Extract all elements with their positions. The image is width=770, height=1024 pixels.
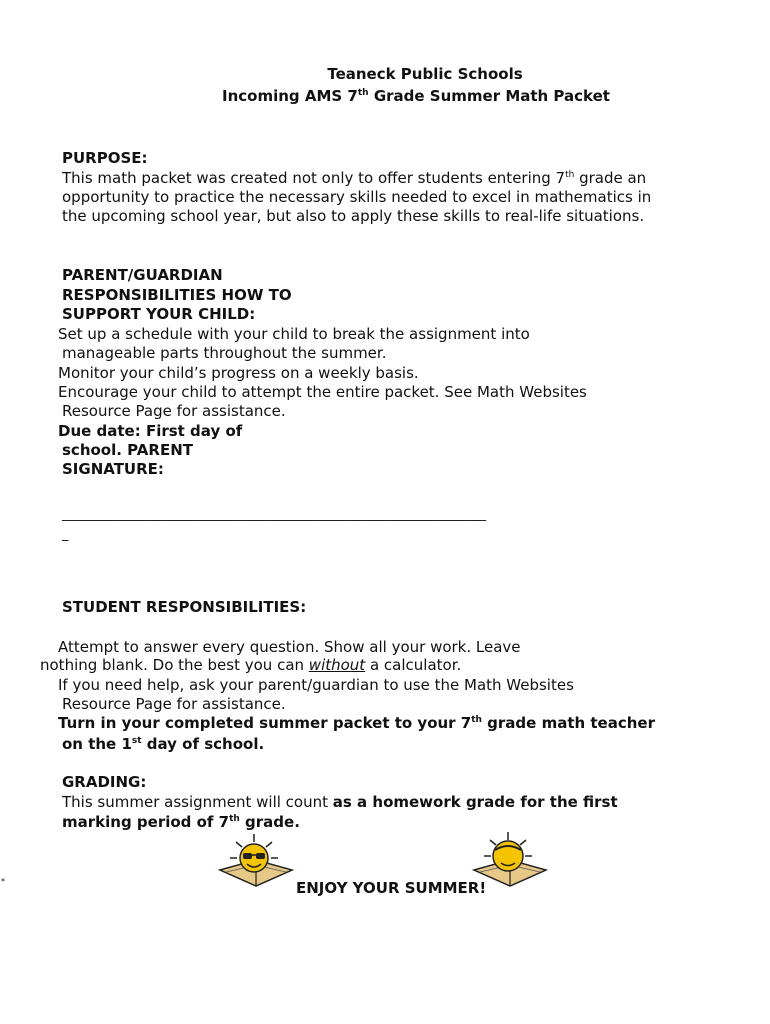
student-item-1b-pre: nothing blank. <box>40 656 153 674</box>
student-item-3b-pre: on the 1 <box>62 735 132 753</box>
grading-line-1 <box>62 792 618 812</box>
signature-line: ______________________________________________________________________ <box>62 507 486 522</box>
student-item-3a-pre: Turn in your completed summer packet to your 7 <box>58 714 472 732</box>
title-pre: Incoming AMS 7 <box>222 87 358 105</box>
grading-line2-sup: th <box>229 814 240 824</box>
student-item-1b-post: a calculator. <box>365 656 462 674</box>
student-item-3b <box>62 734 264 754</box>
signature-label: SIGNATURE: <box>62 460 164 478</box>
grading-line2-post: grade. <box>239 813 300 831</box>
parent-heading-3: SUPPORT YOUR CHILD: <box>62 305 256 323</box>
purpose-line-3: the upcoming school year, but also to apply these skills to real-life situations. <box>62 207 645 225</box>
sun-book-clipart-icon <box>470 828 550 892</box>
enjoy-summer-text: ENJOY YOUR SUMMER! <box>296 879 487 897</box>
signature-line-tail: _ <box>62 527 69 542</box>
purpose-heading: PURPOSE: <box>62 149 148 167</box>
student-item-3b-post: day of school. <box>141 735 265 753</box>
student-item-1a: Attempt to answer every question. Show all your work. Leave <box>58 638 521 656</box>
purpose-line1-pre: This math packet was created not only to offer students entering 7 <box>62 169 566 187</box>
student-item-3a-post: grade math teacher <box>481 714 655 732</box>
sun-book-clipart-icon <box>216 830 296 890</box>
student-item-1b-emphasis: without <box>308 656 366 674</box>
student-item-1b-mid: Do the best you can <box>152 656 309 674</box>
parent-heading-1: PARENT/GUARDIAN <box>62 266 223 284</box>
title-sup: th <box>357 88 369 98</box>
parent-item-3b: Resource Page for assistance. <box>62 402 286 420</box>
parent-item-3a: Encourage your child to attempt the entire packet. See Math Websites <box>58 383 587 401</box>
purpose-line-2: opportunity to practice the necessary skills needed to excel in mathematics in <box>62 188 652 206</box>
grading-line2-pre: marking period of 7 <box>62 813 230 831</box>
due-date-line-2: school. PARENT <box>62 441 193 459</box>
student-heading: STUDENT RESPONSIBILITIES: <box>62 598 307 616</box>
student-item-3a-sup: th <box>471 715 482 725</box>
due-date-line-1: Due date: First day of <box>58 422 243 440</box>
parent-item-1b: manageable parts throughout the summer. <box>62 344 387 362</box>
grading-line-2 <box>62 812 300 832</box>
student-item-3a <box>58 713 655 733</box>
stray-mark: * <box>1 877 5 886</box>
title-post: Grade Summer Math Packet <box>368 87 610 105</box>
parent-heading-2: RESPONSIBILITIES HOW TO <box>62 286 292 304</box>
grading-line1-bold: as a homework grade for the first <box>332 793 618 811</box>
purpose-line1-sup: th <box>565 170 575 180</box>
student-item-1b <box>40 655 461 677</box>
purpose-line1-post: grade an <box>574 169 647 187</box>
student-item-3b-sup: st <box>131 736 142 746</box>
purpose-line-1 <box>62 168 646 188</box>
grading-heading: GRADING: <box>62 773 147 791</box>
student-item-2a: If you need help, ask your parent/guardian to use the Math Websites <box>58 676 574 694</box>
student-item-2b: Resource Page for assistance. <box>62 695 286 713</box>
grading-line1-plain: This summer assignment will count <box>62 793 333 811</box>
parent-item-1a: Set up a schedule with your child to break the assignment into <box>58 325 530 343</box>
school-name: Teaneck Public Schools <box>327 65 523 83</box>
parent-item-2: Monitor your child’s progress on a weekly basis. <box>58 364 419 382</box>
document-title <box>222 86 610 106</box>
